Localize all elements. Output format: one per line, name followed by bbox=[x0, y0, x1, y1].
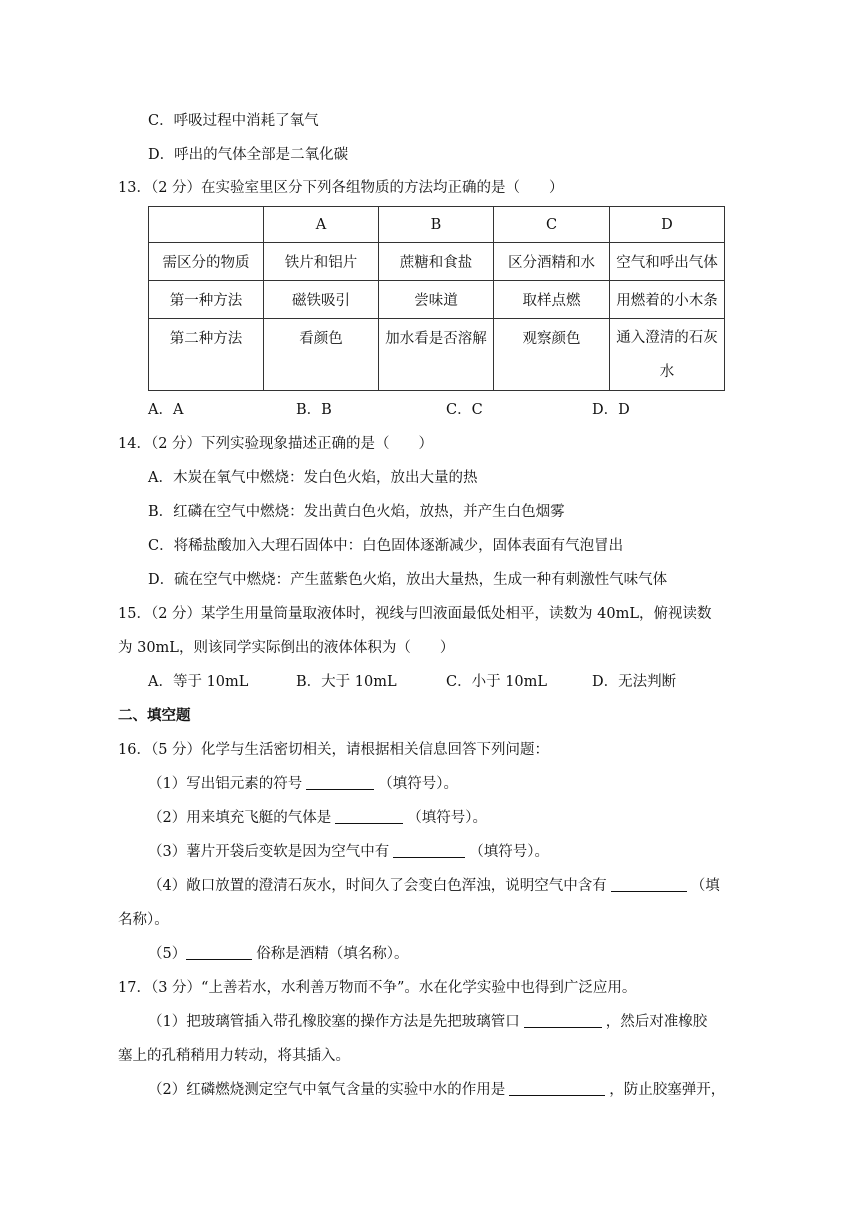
q16-sub4-cont: 名称）。 bbox=[118, 912, 169, 928]
q17-stem: 17．（3 分）“上善若水，水利善万物而不争”。水在化学实验中也得到广泛应用。 bbox=[118, 980, 637, 996]
table-cell: 看颜色 bbox=[264, 319, 379, 391]
q16-sub1: （1）写出铝元素的符号 （填符号）。 bbox=[148, 776, 458, 792]
q13-comparison-table bbox=[148, 206, 725, 391]
table-cell: 第一种方法 bbox=[149, 281, 264, 319]
option-a: A．等于 10mL bbox=[148, 674, 249, 690]
option-c: C．小于 10mL bbox=[446, 674, 548, 690]
option-b: B．大于 10mL bbox=[296, 674, 397, 690]
table-cell: 观察颜色 bbox=[494, 319, 610, 391]
q16-stem: 16．（5 分）化学与生活密切相关，请根据相关信息回答下列问题： bbox=[118, 742, 550, 758]
q15-options bbox=[148, 672, 676, 692]
answer-blank[interactable] bbox=[611, 877, 687, 892]
table-cell: 取样点燃 bbox=[494, 281, 610, 319]
q14-option-d: D．硫在空气中燃烧：产生蓝紫色火焰，放出大量热，生成一种有刺激性气味气体 bbox=[148, 572, 668, 588]
q15-stem-line2: 为 30mL，则该同学实际倒出的液体体积为（ ） bbox=[118, 640, 455, 656]
table-cell: 用燃着的小木条 bbox=[610, 281, 725, 319]
q12-option-d: D．呼出的气体全部是二氧化碳 bbox=[148, 147, 349, 163]
q13-options bbox=[148, 400, 630, 420]
q15-stem-line1: 15．（2 分）某学生用量筒量取液体时，视线与凹液面最低处相平，读数为 40mL，俯视读数 bbox=[118, 606, 712, 622]
q16-sub5: （5） 俗称是酒精（填名称）。 bbox=[148, 946, 409, 962]
q17-sub2: （2）红磷燃烧测定空气中氧气含量的实验中水的作用是 ，防止胶塞弹开， bbox=[148, 1082, 726, 1098]
q17-sub1-cont: 塞上的孔稍稍用力转动，将其插入。 bbox=[118, 1048, 350, 1064]
answer-blank[interactable] bbox=[393, 843, 465, 858]
q14-option-a: A．木炭在氧气中燃烧：发白色火焰，放出大量的热 bbox=[148, 470, 478, 486]
q12-option-c: C．呼吸过程中消耗了氧气 bbox=[148, 113, 319, 129]
table-cell: 通入澄清的石灰水 bbox=[610, 319, 725, 391]
q16-sub2: （2）用来填充飞艇的气体是 （填符号）。 bbox=[148, 810, 487, 826]
answer-blank[interactable] bbox=[524, 1013, 602, 1028]
q17-sub1: （1）把玻璃管插入带孔橡胶塞的操作方法是先把玻璃管口 ，然后对准橡胶 bbox=[148, 1014, 708, 1030]
q13-stem: 13．（2 分）在实验室里区分下列各组物质的方法均正确的是（ ） bbox=[118, 180, 564, 196]
answer-blank[interactable] bbox=[306, 775, 374, 790]
q14-stem: 14．（2 分）下列实验现象描述正确的是（ ） bbox=[118, 436, 434, 452]
table-cell: 需区分的物质 bbox=[149, 243, 264, 281]
q16-sub3: （3）薯片开袋后变软是因为空气中有 （填符号）。 bbox=[148, 844, 549, 860]
option-d: D．无法判断 bbox=[592, 674, 677, 690]
table-cell: A bbox=[264, 207, 379, 243]
table-cell: 第二种方法 bbox=[149, 319, 264, 391]
option-c: C．C bbox=[446, 402, 483, 418]
table-cell: B bbox=[379, 207, 494, 243]
option-b: B．B bbox=[296, 402, 332, 418]
table-row bbox=[149, 243, 725, 281]
q14-option-b: B．红磷在空气中燃烧：发出黄白色火焰，放热，并产生白色烟雾 bbox=[148, 504, 565, 520]
table-cell: 加水看是否溶解 bbox=[379, 319, 494, 391]
answer-blank[interactable] bbox=[509, 1081, 605, 1096]
table-cell: 空气和呼出气体 bbox=[610, 243, 725, 281]
table-header-row bbox=[149, 207, 725, 243]
q14-option-c: C．将稀盐酸加入大理石固体中：白色固体逐渐减少，固体表面有气泡冒出 bbox=[148, 538, 624, 554]
table-cell: 区分酒精和水 bbox=[494, 243, 610, 281]
table-cell: C bbox=[494, 207, 610, 243]
answer-blank[interactable] bbox=[186, 945, 252, 960]
option-a: A．A bbox=[148, 402, 184, 418]
table-cell: D bbox=[610, 207, 725, 243]
table-cell: 磁铁吸引 bbox=[264, 281, 379, 319]
table-cell: 铁片和铝片 bbox=[264, 243, 379, 281]
option-d: D．D bbox=[592, 402, 630, 418]
table-cell bbox=[149, 207, 264, 243]
table-row bbox=[149, 319, 725, 391]
table-cell: 尝味道 bbox=[379, 281, 494, 319]
answer-blank[interactable] bbox=[335, 809, 403, 824]
q16-sub4: （4）敞口放置的澄清石灰水，时间久了会变白色浑浊，说明空气中含有 （填 bbox=[148, 878, 720, 894]
table-cell: 蔗糖和食盐 bbox=[379, 243, 494, 281]
section-heading: 二、填空题 bbox=[118, 707, 191, 724]
